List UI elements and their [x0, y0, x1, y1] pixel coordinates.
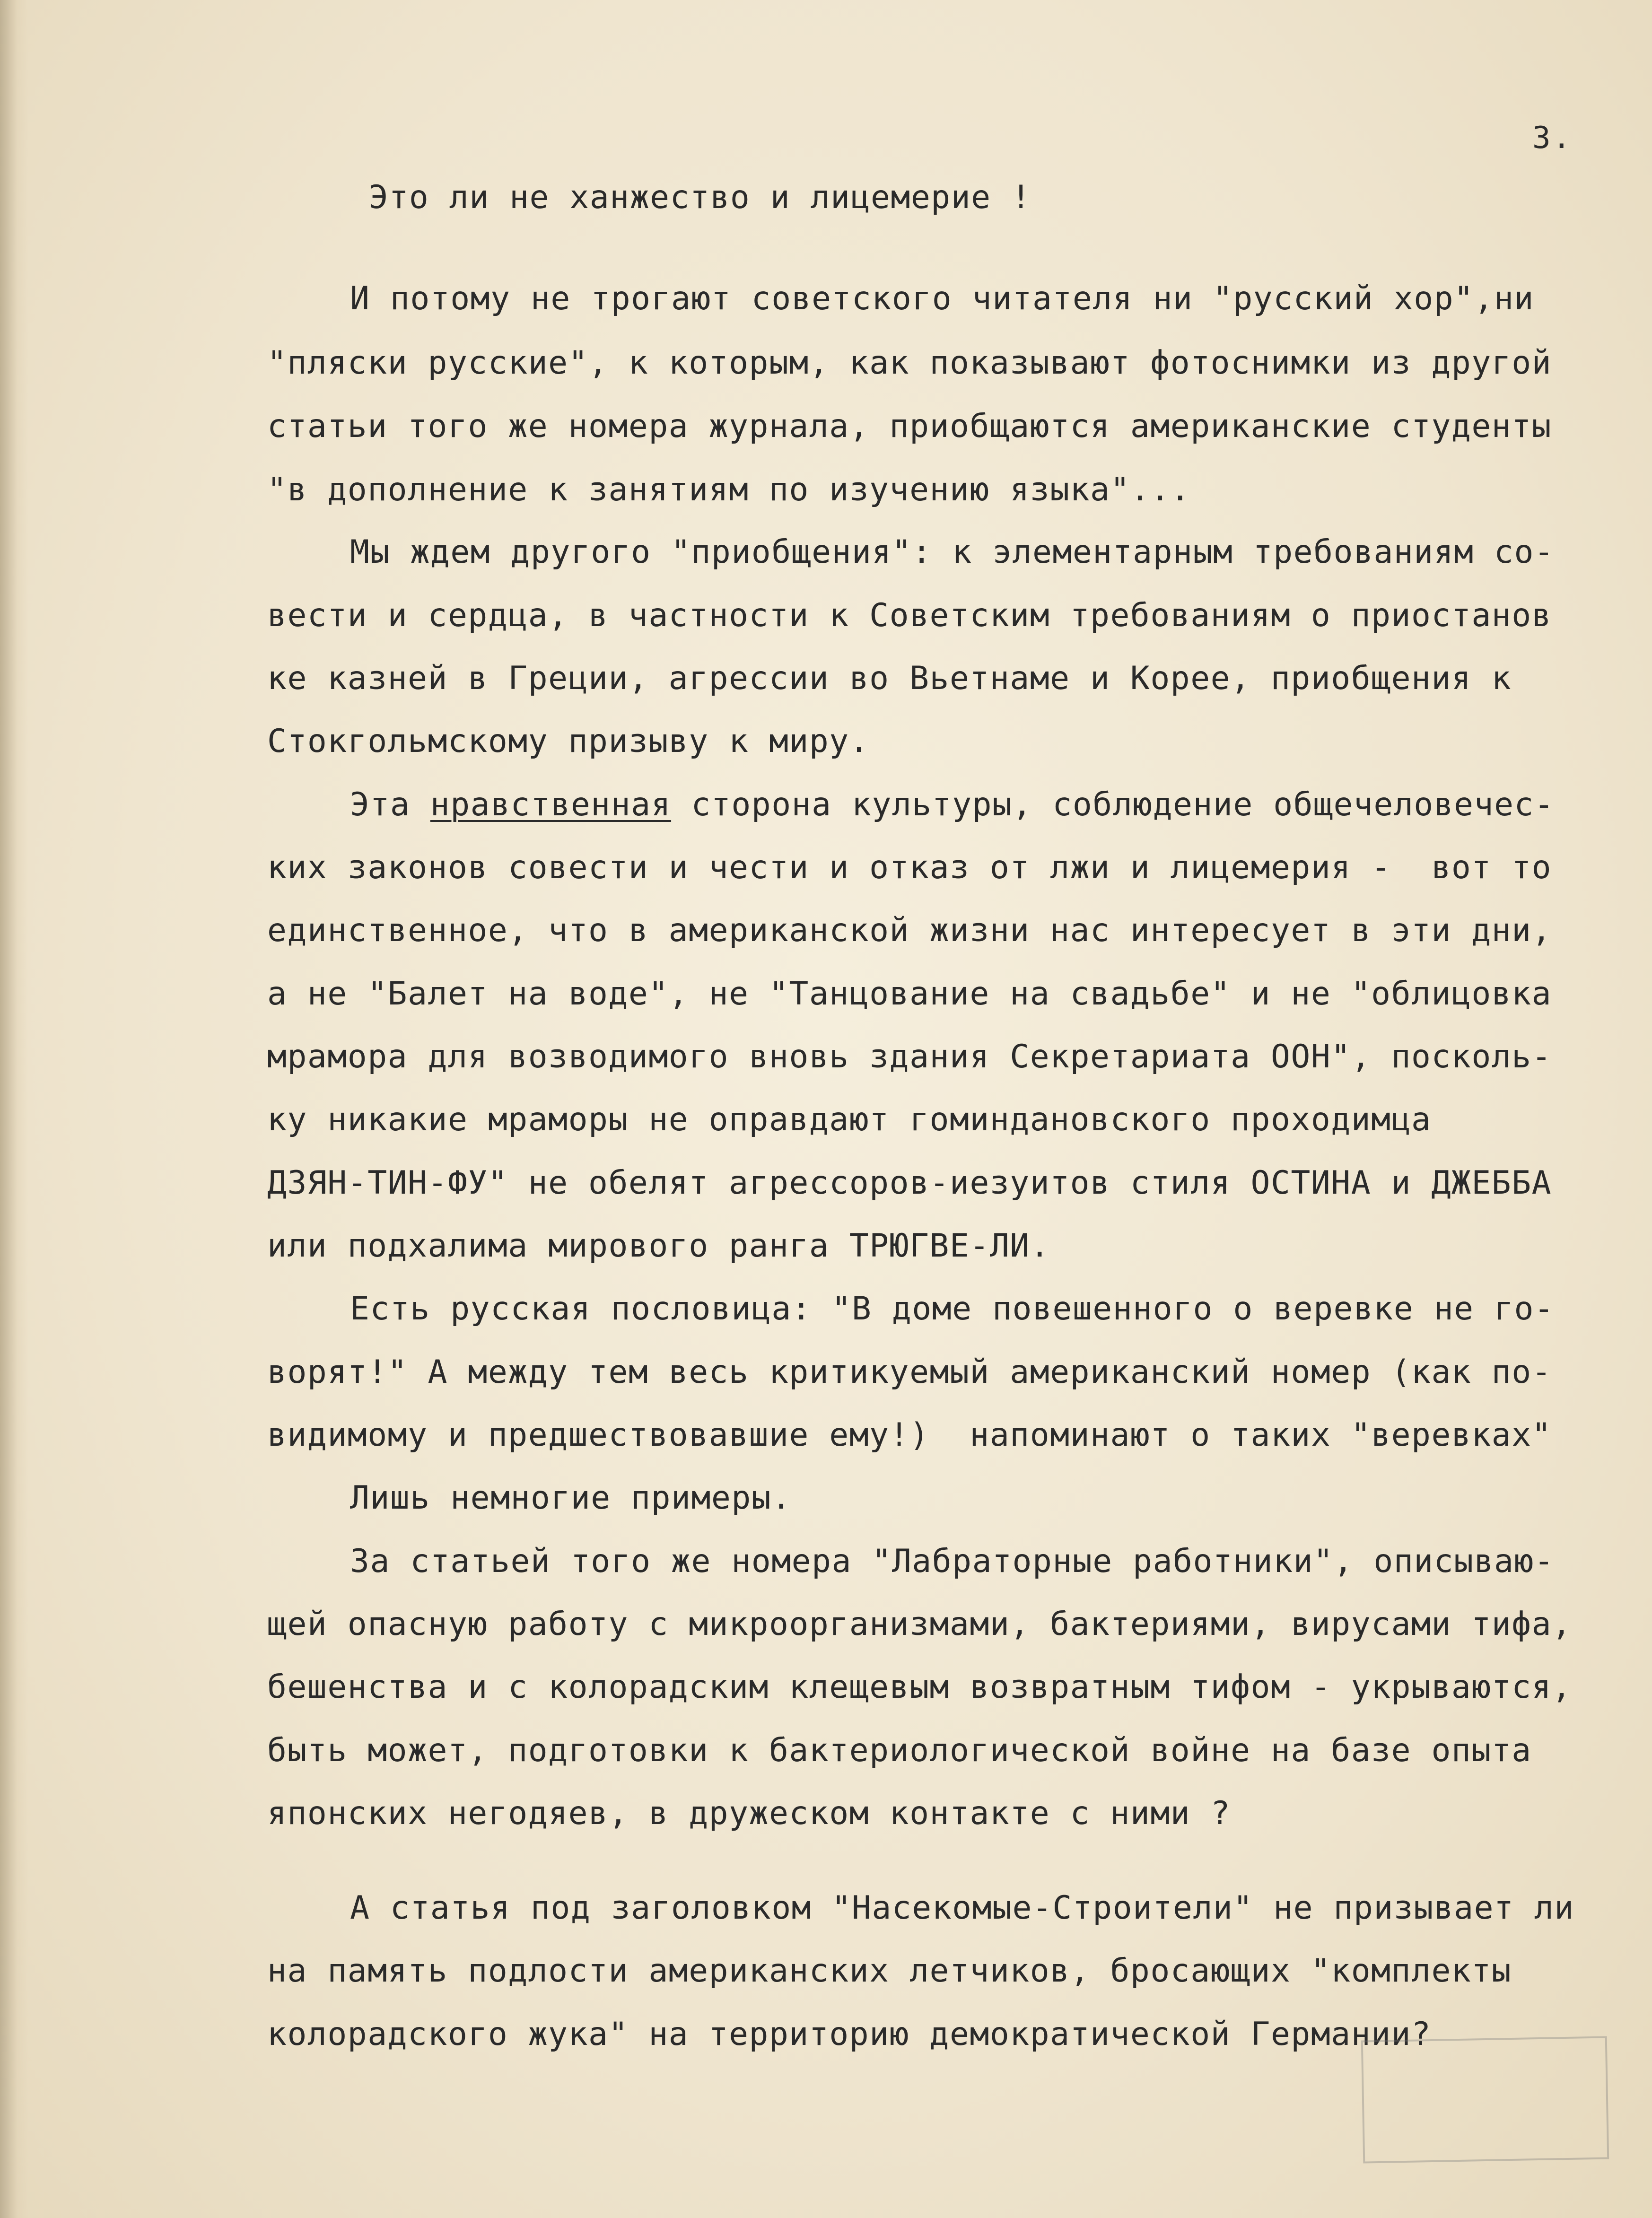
text-line-24: бешенства и с колорадским клещевым возвратным тифом - укрываются,: [267, 1668, 1572, 1706]
text-line-14: мрамора для возводимого вновь здания Секретариата ООН", посколь-: [267, 1038, 1552, 1075]
page-edge-shadow: [0, 0, 28, 2218]
text-line-21: Лишь немногие примеры.: [350, 1479, 792, 1517]
text-line-10-start: Эта: [350, 786, 430, 823]
text-line-27: А статья под заголовком "Насекомые-Строители" не призывает ли: [350, 1889, 1574, 1927]
text-line-3: "пляски русские", к которым, как показывают фотоснимки из другой: [267, 344, 1552, 382]
page-number: 3.: [1532, 121, 1573, 156]
text-line-23: щей опасную работу с микроорганизмами, бактериями, вирусами тифа,: [267, 1606, 1572, 1643]
text-line-5: "в дополнение к занятиям по изучению языка"...: [267, 471, 1191, 508]
text-line-12: единственное, что в американской жизни нас интересует в эти дни,: [267, 912, 1552, 949]
text-line-28: на память подлости американских летчиков, бросающих "комплекты: [267, 1952, 1512, 1990]
text-line-8: ке казней в Греции, агрессии во Вьетнаме и Корее, приобщения к: [267, 660, 1512, 697]
text-line-18: Есть русская пословица: "В доме повешенного о веревке не го-: [350, 1290, 1555, 1327]
text-line-10: [350, 786, 1554, 824]
text-line-10-end: сторона культуры, соблюдение общечеловечес-: [671, 786, 1555, 823]
text-line-16: ДЗЯН-ТИН-ФУ" не обелят агрессоров-иезуитов стиля ОСТИНА и ДЖЕББА: [267, 1164, 1552, 1202]
text-line-19: ворят!" А между тем весь критикуемый американский номер (как по-: [267, 1354, 1552, 1391]
text-line-20: видимому и предшествовавшие ему!) напоминают о таких "веревках": [267, 1416, 1552, 1454]
text-line-2: И потому не трогают советского читателя ни "русский хор",ни: [350, 280, 1534, 317]
text-line-15: ку никакие мраморы не оправдают гоминдановского проходимца: [267, 1101, 1432, 1138]
text-line-29: колорадского жука" на территорию демократической Германии?: [267, 2016, 1432, 2053]
underlined-word: нравственная: [430, 786, 672, 823]
text-line-13: а не "Балет на воде", не "Танцование на свадьбе" и не "облицовка: [267, 975, 1552, 1013]
text-line-4: статьи того же номера журнала, приобщаются американские студенты: [267, 408, 1552, 445]
archive-stamp: [1361, 2036, 1609, 2163]
text-line-1: Это ли не ханжество и лицемерие !: [369, 179, 1031, 216]
text-line-11: ких законов совести и чести и отказ от лжи и лицемерия - вот то: [267, 849, 1552, 886]
text-line-17: или подхалима мирового ранга ТРЮГВЕ-ЛИ.: [267, 1227, 1050, 1265]
text-line-6: Мы ждем другого "приобщения": к элементарным требованиям со-: [350, 533, 1555, 571]
text-line-25: быть может, подготовки к бактериологической войне на базе опыта: [267, 1732, 1532, 1769]
text-line-9: Стокгольмскому призыву к миру.: [267, 723, 870, 760]
text-line-22: За статьей того же номера "Лабраторные работники", описываю-: [350, 1543, 1555, 1580]
text-line-26: японских негодяев, в дружеском контакте с ними ?: [267, 1795, 1231, 1832]
text-line-7: вести и сердца, в частности к Советским требованиям о приостанов: [267, 597, 1552, 634]
